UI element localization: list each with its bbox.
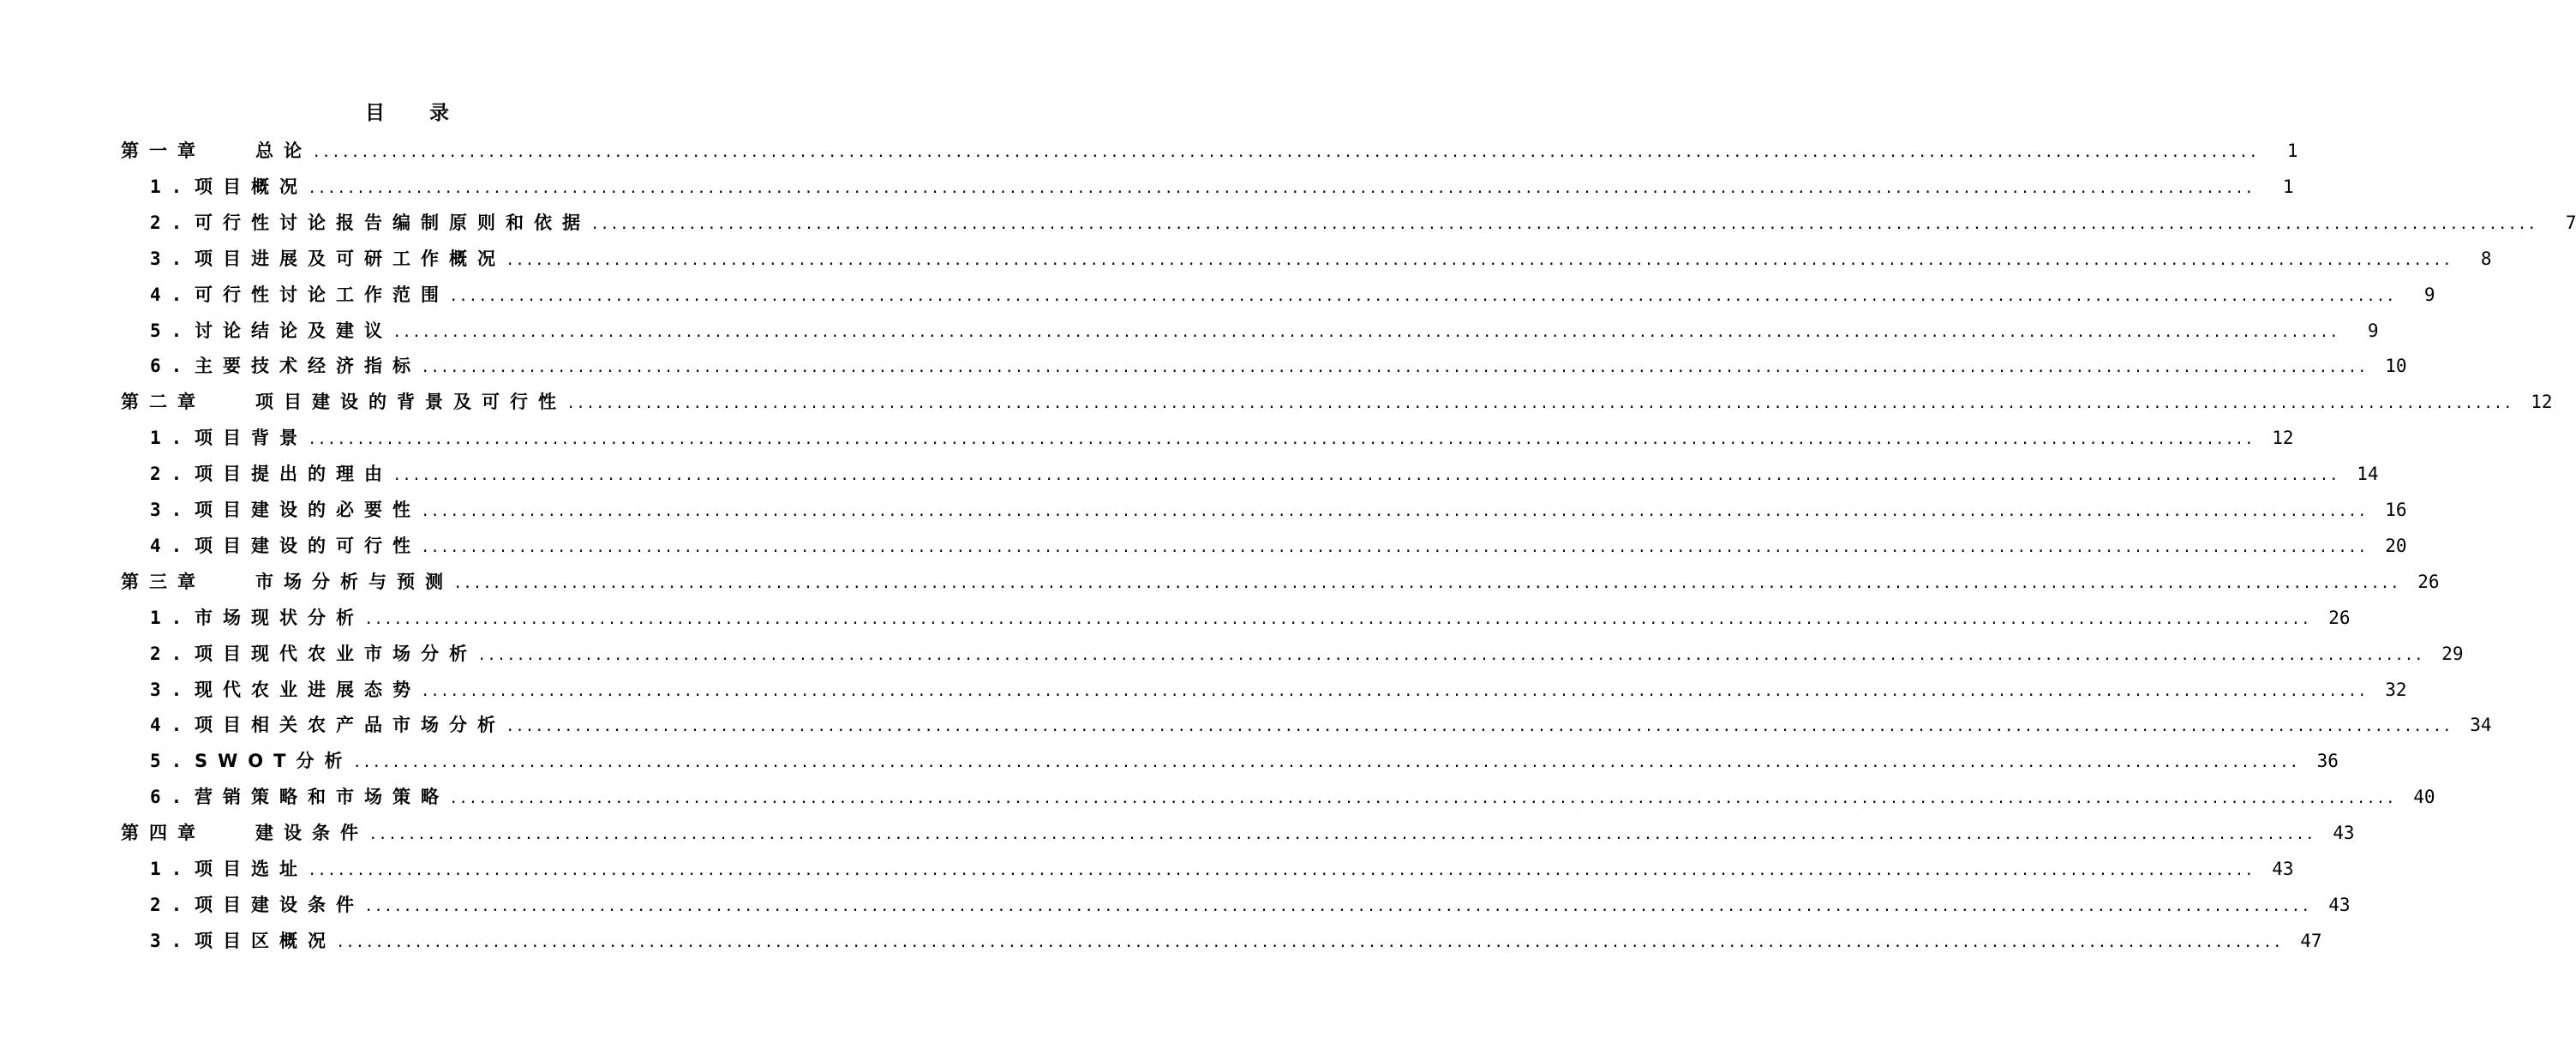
toc-entry-page-number: 1	[2286, 141, 2298, 161]
toc-entry-title: 项目相关农产品市场分析	[195, 715, 506, 736]
toc-entry-title: 可行性讨论报告编制原则和依据	[195, 212, 590, 233]
toc-entry-number: 4.	[150, 284, 193, 305]
toc-section-entry[interactable]	[150, 420, 2294, 456]
toc-entry-page-number: 26	[2328, 607, 2351, 628]
toc-entry-page-number: 36	[2316, 751, 2339, 772]
toc-entry-title: 项目现代农业市场分析	[195, 643, 477, 664]
toc-entry-number: 5.	[150, 751, 193, 772]
toc-section-entry[interactable]	[150, 456, 2379, 492]
toc-entry-number: 6.	[150, 356, 193, 377]
toc-section-entry[interactable]	[150, 923, 2322, 959]
toc-dot-leader: ........................................................................................................................................................................................................	[366, 894, 2313, 915]
toc-entry-page-number: 10	[2385, 356, 2407, 377]
toc-dot-leader: ........................................................................................................................................................................................................	[568, 392, 2515, 413]
toc-entry-number: 2.	[150, 464, 193, 485]
toc-chapter-entry[interactable]	[121, 133, 2298, 169]
toc-entry-title: 项目背景	[195, 428, 308, 449]
toc-dot-leader: ........................................................................................................................................................................................................	[422, 500, 2369, 520]
toc-section-entry[interactable]	[150, 492, 2407, 528]
toc-dot-leader: ........................................................................................................................................................................................................	[422, 356, 2369, 377]
toc-entry-number: 3.	[150, 248, 193, 269]
toc-dot-leader: ........................................................................................................................................................................................................	[366, 607, 2313, 628]
toc-entry-title: 讨论结论及建议	[195, 320, 392, 341]
toc-entry-title: 项目建设的可行性	[195, 535, 421, 556]
toc-dot-leader: ........................................................................................................................................................................................................	[455, 571, 2402, 592]
toc-dot-leader: ........................................................................................................................................................................................................	[314, 141, 2261, 161]
toc-entry-page-number: 34	[2470, 715, 2492, 736]
toc-entry-page-number: 43	[2272, 859, 2294, 879]
toc-entry-title: 项目进展及可研工作概况	[195, 248, 506, 269]
toc-chapter-entry[interactable]	[121, 815, 2355, 851]
toc-entry-number: 1.	[150, 859, 193, 879]
toc-entry-title: 项目提出的理由	[195, 464, 392, 485]
toc-entry-number: 3.	[150, 930, 193, 951]
toc-entry-page-number: 16	[2385, 500, 2407, 520]
toc-section-entry[interactable]	[150, 887, 2351, 923]
toc-entry-number: 2.	[150, 894, 193, 915]
toc-entry-page-number: 7	[2565, 212, 2576, 233]
toc-dot-leader: ........................................................................................................................................................................................................	[309, 176, 2256, 197]
toc-dot-leader: ........................................................................................................................................................................................................	[354, 751, 2301, 772]
toc-dot-leader: ........................................................................................................................................................................................................	[451, 284, 2398, 305]
toc-entry-number: 5.	[150, 320, 193, 341]
toc-entry-page-number: 20	[2385, 535, 2407, 556]
toc-entry-title: 可行性讨论工作范围	[195, 284, 449, 305]
toc-dot-leader: ........................................................................................................................................................................................................	[370, 823, 2317, 844]
toc-section-entry[interactable]	[150, 851, 2294, 887]
toc-entry-page-number: 9	[2423, 284, 2435, 305]
toc-section-entry[interactable]	[150, 528, 2407, 564]
toc-entry-title: 总论	[255, 141, 312, 161]
toc-entry-title: 项目选址	[195, 859, 308, 879]
toc-entry-page-number: 47	[2300, 930, 2322, 951]
toc-dot-leader: ........................................................................................................................................................................................................	[507, 715, 2454, 736]
toc-entry-page-number: 12	[2272, 428, 2294, 449]
toc-chapter-entry[interactable]	[121, 564, 2440, 600]
toc-entry-number: 第二章	[121, 392, 206, 413]
toc-entry-number: 1.	[150, 428, 193, 449]
toc-chapter-entry[interactable]	[121, 384, 2553, 420]
toc-entry-number: 1.	[150, 607, 193, 628]
toc-entry-page-number: 14	[2357, 464, 2379, 485]
toc-entry-number: 4.	[150, 535, 193, 556]
toc-dot-leader: ........................................................................................................................................................................................................	[309, 428, 2256, 449]
toc-dot-leader: ........................................................................................................................................................................................................	[479, 643, 2426, 664]
toc-entry-number: 第三章	[121, 571, 206, 592]
toc-entry-number: 2.	[150, 643, 193, 664]
toc-entry-title: 主要技术经济指标	[195, 356, 421, 377]
toc-entry-page-number: 32	[2385, 679, 2407, 700]
toc-entry-page-number: 1	[2282, 176, 2294, 197]
toc-section-entry[interactable]	[150, 241, 2492, 277]
toc-section-entry[interactable]	[150, 169, 2294, 205]
toc-entry-page-number: 29	[2441, 643, 2464, 664]
toc-entry-number: 第一章	[121, 141, 206, 161]
toc-section-entry[interactable]	[150, 743, 2339, 779]
toc-entry-title: 市场分析与预测	[255, 571, 453, 592]
toc-entry-page-number: 9	[2367, 320, 2379, 341]
toc-entry-title: 建设条件	[255, 823, 368, 844]
toc-section-entry[interactable]	[150, 348, 2407, 384]
toc-section-entry[interactable]	[150, 600, 2351, 636]
toc-section-entry[interactable]	[150, 779, 2435, 815]
toc-entry-number: 1.	[150, 176, 193, 197]
toc-section-entry[interactable]	[150, 707, 2492, 743]
toc-entry-page-number: 12	[2531, 392, 2553, 413]
toc-section-entry[interactable]	[150, 313, 2379, 349]
toc-section-entry[interactable]	[150, 205, 2576, 241]
toc-entry-title: 项目建设的背景及可行性	[255, 392, 566, 413]
toc-entry-title: 项目概况	[195, 176, 308, 197]
toc-dot-leader: ........................................................................................................................................................................................................	[422, 535, 2369, 556]
toc-entry-number: 6.	[150, 787, 193, 808]
toc-dot-leader: ........................................................................................................................................................................................................	[507, 248, 2454, 269]
toc-entry-page-number: 40	[2413, 787, 2435, 808]
toc-entry-page-number: 8	[2480, 248, 2492, 269]
toc-entry-number: 3.	[150, 679, 193, 700]
toc-entry-title: 现代农业进展态势	[195, 679, 421, 700]
toc-entry-number: 4.	[150, 715, 193, 736]
toc-dot-leader: ........................................................................................................................................................................................................	[394, 464, 2341, 485]
toc-entry-number: 第四章	[121, 823, 206, 844]
toc-dot-leader: ........................................................................................................................................................................................................	[309, 859, 2256, 879]
toc-entry-title: 项目建设条件	[195, 894, 364, 915]
toc-section-entry[interactable]	[150, 277, 2435, 313]
toc-section-entry[interactable]	[150, 636, 2464, 672]
toc-section-entry[interactable]	[150, 672, 2407, 708]
toc-entry-page-number: 26	[2417, 571, 2440, 592]
toc-entry-page-number: 43	[2328, 894, 2351, 915]
toc-dot-leader: ........................................................................................................................................................................................................	[451, 787, 2398, 808]
toc-entry-number: 2.	[150, 212, 193, 233]
toc-dot-leader: ........................................................................................................................................................................................................	[592, 212, 2539, 233]
toc-title: 目 录	[364, 102, 468, 124]
toc-entry-title: 项目区概况	[195, 930, 336, 951]
toc-dot-leader: ........................................................................................................................................................................................................	[338, 930, 2285, 951]
toc-entry-title: 市场现状分析	[195, 607, 364, 628]
toc-dot-leader: ........................................................................................................................................................................................................	[394, 320, 2341, 341]
toc-entry-title: SWOT分析	[195, 751, 353, 772]
toc-entry-page-number: 43	[2333, 823, 2355, 844]
toc-entry-title: 项目建设的必要性	[195, 500, 421, 520]
toc-dot-leader: ........................................................................................................................................................................................................	[422, 679, 2369, 700]
toc-entry-title: 营销策略和市场策略	[195, 787, 449, 808]
toc-entry-number: 3.	[150, 500, 193, 520]
